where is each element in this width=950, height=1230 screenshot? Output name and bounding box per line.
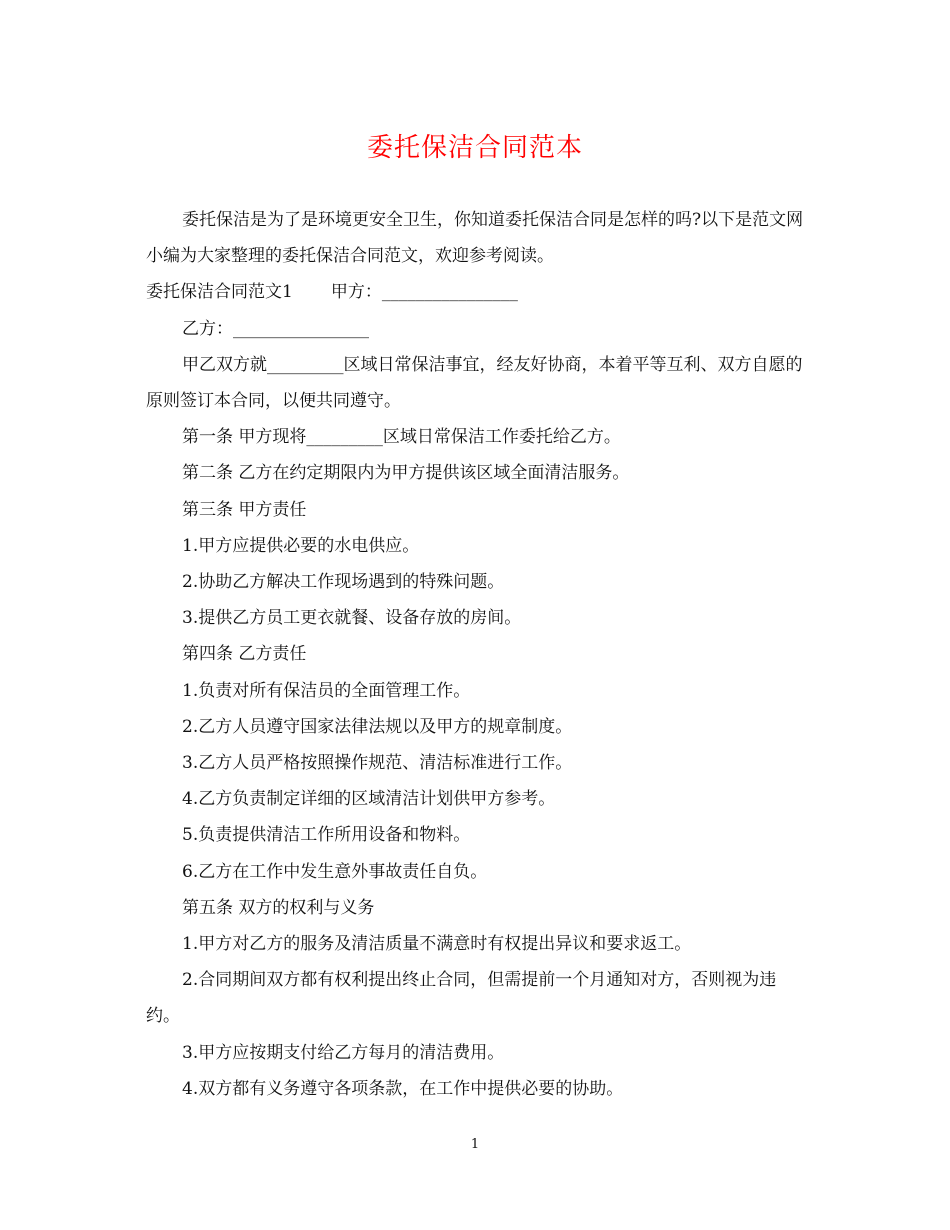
party-a-field: 甲方：________________: [330, 282, 518, 303]
article-1: 第一条 甲方现将_________区域日常保洁工作委托给乙方。: [182, 427, 621, 448]
page-number: 1: [470, 1137, 480, 1152]
intro-paragraph: 委托保洁是为了是环境更安全卫生，你知道委托保洁合同是怎样的吗?以下是范文网小编为大家整理的委托保洁合同范文，欢迎参考阅读。: [146, 210, 804, 267]
sample-heading-line: [146, 274, 806, 310]
article-4-title: 第四条 乙方责任: [182, 644, 307, 665]
agreement-paragraph: 甲乙双方就_________区域日常保洁事宜，经友好协商，本着平等互利、双方自愿的原则签订本合同，以便共同遵守。: [146, 354, 803, 412]
party-b-field: 乙方：________________: [182, 318, 369, 339]
article-5-item: 1.甲方对乙方的服务及清洁质量不满意时有权提出异议和要求返工。: [182, 934, 692, 955]
article-4-item: 6.乙方在工作中发生意外事故责任自负。: [182, 861, 488, 882]
article-4-item: 2.乙方人员遵守国家法律法规以及甲方的规章制度。: [182, 716, 573, 737]
article-4-item: 3.乙方人员严格按照操作规范、清洁标准进行工作。: [182, 753, 573, 774]
article-5-item: 4.双方都有义务遵守各项条款，在工作中提供必要的协助。: [182, 1078, 624, 1099]
article-3-title: 第三条 甲方责任: [182, 499, 307, 520]
sample-heading: 委托保洁合同范文1: [146, 282, 293, 303]
article-5-title: 第五条 双方的权利与义务: [182, 897, 375, 918]
article-2: 第二条 乙方在约定期限内为甲方提供该区域全面清洁服务。: [182, 463, 630, 484]
document-body: [146, 202, 806, 1107]
article-4-item: 4.乙方负责制定详细的区域清洁计划供甲方参考。: [182, 789, 556, 810]
article-5-item: 3.甲方应按期支付给乙方每月的清洁费用。: [182, 1042, 505, 1063]
article-3-item: 3.提供乙方员工更衣就餐、设备存放的房间。: [182, 608, 522, 629]
document-title: 委托保洁合同范本: [366, 133, 583, 163]
article-3-item: 1.甲方应提供必要的水电供应。: [182, 535, 420, 556]
article-4-item: 5.负责提供清洁工作所用设备和物料。: [182, 825, 471, 846]
article-5-item: 2.合同期间双方都有权利提出终止合同，但需提前一个月通知对方，否则视为违约。: [146, 970, 777, 1027]
article-3-item: 2.协助乙方解决工作现场遇到的特殊问题。: [182, 572, 505, 593]
article-4-item: 1.负责对所有保洁员的全面管理工作。: [182, 680, 471, 701]
